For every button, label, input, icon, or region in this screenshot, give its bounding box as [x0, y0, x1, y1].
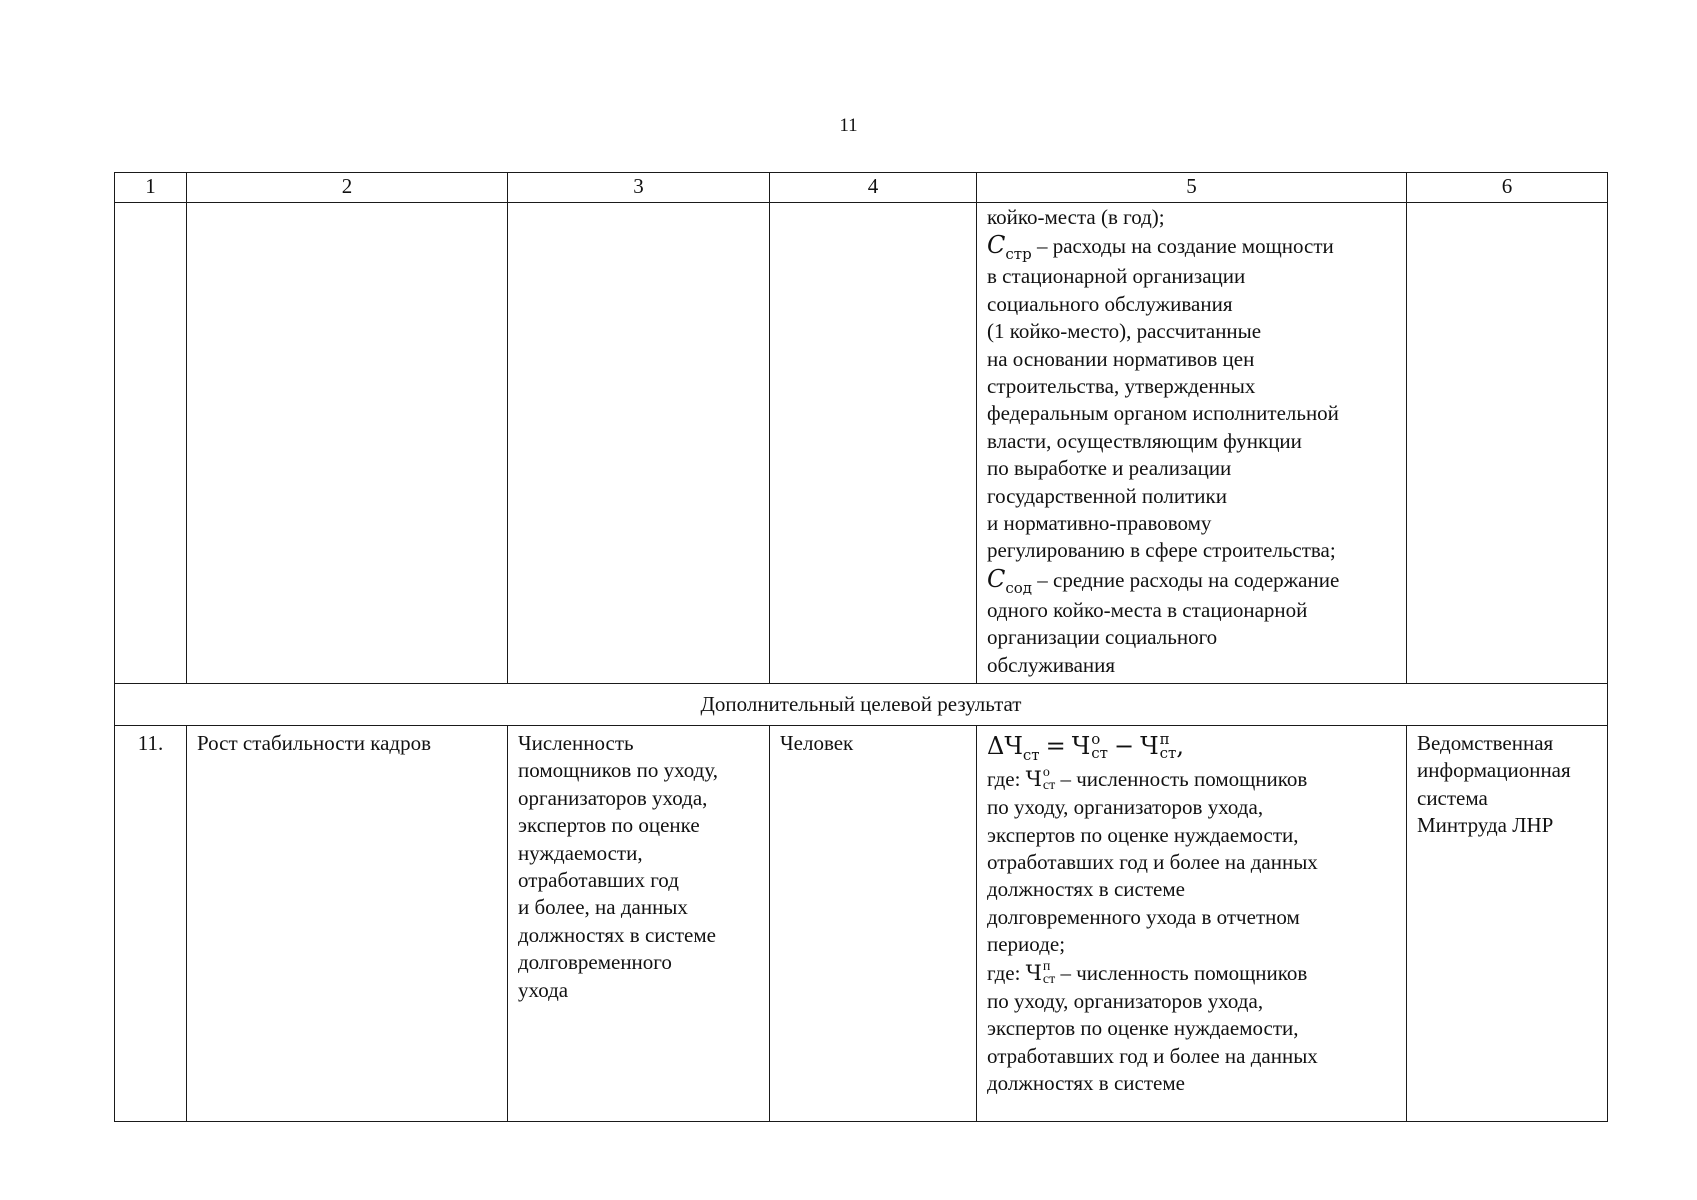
method-line: по уходу, организаторов ухода,	[987, 988, 1264, 1013]
def2-supsub	[1043, 960, 1055, 986]
method-line: в стационарной организации	[987, 264, 1246, 289]
c-str-subscript: стр	[1005, 245, 1032, 264]
table-header-row	[115, 173, 1608, 203]
method-line: должностях в системе	[987, 877, 1185, 902]
formula-sup-o: о	[1091, 729, 1101, 748]
cont-cell-indicator	[508, 203, 770, 684]
formula-supsub-p	[1159, 729, 1177, 762]
formula-equals: =	[1045, 732, 1066, 760]
formula-ch-p: Ч	[1140, 732, 1159, 760]
def1-sub: ст	[1042, 778, 1056, 794]
formula-tail: ,	[1176, 732, 1184, 760]
def1-sup: о	[1042, 765, 1050, 781]
c-sod-text: – средние расходы на содержание	[1032, 567, 1340, 592]
formula-ch: Ч	[1004, 732, 1023, 760]
def1-text: – численность помощников	[1055, 767, 1308, 791]
def1-supsub	[1043, 766, 1055, 792]
formula-delta: Δ	[987, 732, 1005, 760]
method-line: экспертов по оценке нуждаемости,	[987, 1016, 1299, 1041]
method-line: по выработке и реализации	[987, 456, 1232, 481]
def2-ch: Ч	[1025, 960, 1042, 985]
method-line: (1 койко-место), рассчитанные	[987, 319, 1262, 344]
source-line: информационная	[1417, 758, 1571, 783]
indicator-line: помощников по уходу,	[518, 758, 718, 783]
indicator-table	[114, 172, 1608, 1122]
row-number: 11.	[115, 726, 187, 1122]
indicator-line: отработавших год	[518, 868, 679, 893]
row-indicator	[508, 726, 770, 1122]
def2-sup: п	[1042, 958, 1051, 974]
method-line: обслуживания	[987, 652, 1116, 677]
section-title: Дополнительный целевой результат	[115, 684, 1608, 726]
indicator-line: нуждаемости,	[518, 840, 643, 865]
cont-cell-method	[977, 203, 1407, 684]
method-line: государственной политики	[987, 483, 1227, 508]
formula-sub-o: ст	[1091, 743, 1108, 762]
formula-minus: −	[1113, 732, 1135, 760]
formula-sub-p: ст	[1159, 743, 1177, 762]
method-line: отработавших год и более на данных	[987, 1043, 1318, 1068]
indicator-line: долговременного	[518, 950, 672, 975]
method-line: отработавших год и более на данных	[987, 850, 1318, 874]
method-line: долговременного ухода в отчетном	[987, 904, 1300, 929]
method-line: строительства, утвержденных	[987, 374, 1256, 399]
cont-cell-source	[1407, 203, 1608, 684]
header-cell-2: 2	[187, 173, 508, 203]
c-str-symbol: C	[987, 231, 1006, 260]
def1-ch: Ч	[1025, 767, 1042, 791]
method-line: власти, осуществляющим функции	[987, 428, 1302, 453]
indicator-line: экспертов по оценке	[518, 813, 700, 838]
source-line: Ведомственная	[1417, 731, 1554, 755]
def1-prefix: где:	[987, 767, 1026, 791]
method-line: на основании нормативов цен	[987, 346, 1255, 371]
row-name: Рост стабильности кадров	[187, 726, 508, 1122]
header-cell-1: 1	[115, 173, 187, 203]
def2-text: – численность помощников	[1055, 960, 1308, 985]
indicator-line: должностях в системе	[518, 922, 716, 947]
row-source	[1407, 726, 1608, 1122]
method-line: организации социального	[987, 625, 1218, 650]
table-row	[115, 726, 1608, 1122]
header-cell-5: 5	[977, 173, 1407, 203]
method-line: должностях в системе	[987, 1071, 1185, 1096]
indicator-line: ухода	[518, 977, 569, 1002]
method-line: по уходу, организаторов ухода,	[987, 795, 1264, 820]
definition-ch-p	[987, 959, 1396, 988]
source-line: Минтруда ЛНР	[1417, 813, 1554, 838]
cont-cell-unit	[770, 203, 977, 684]
c-sod-symbol: C	[987, 564, 1006, 593]
formula-ch-o: Ч	[1071, 732, 1091, 760]
c-sod-subscript: сод	[1005, 578, 1033, 597]
c-str-definition	[987, 231, 1396, 263]
page-number: 11	[839, 115, 858, 136]
method-line: и нормативно-правовому	[987, 511, 1212, 536]
method-line: регулированию в сфере строительства;	[987, 538, 1336, 563]
row-unit: Человек	[770, 726, 977, 1122]
header-cell-6: 6	[1407, 173, 1608, 203]
indicator-line: и более, на данных	[518, 895, 688, 920]
method-line: койко-места (в год);	[987, 205, 1165, 229]
section-row	[115, 684, 1608, 726]
c-sod-definition	[987, 565, 1396, 597]
method-line: экспертов по оценке нуждаемости,	[987, 822, 1299, 847]
continuation-row	[115, 203, 1608, 684]
header-cell-3: 3	[508, 173, 770, 203]
main-formula	[987, 730, 1396, 765]
indicator-line: организаторов ухода,	[518, 785, 708, 810]
source-line: система	[1417, 785, 1488, 810]
method-line: федеральным органом исполнительной	[987, 401, 1339, 426]
method-line: одного койко-места в стационарной	[987, 597, 1308, 622]
definition-ch-o	[987, 765, 1396, 794]
indicator-line: Численность	[518, 731, 634, 755]
cont-cell-number	[115, 203, 187, 684]
def2-sub: ст	[1042, 971, 1056, 987]
method-line: социального обслуживания	[987, 291, 1233, 316]
def2-prefix: где:	[987, 960, 1026, 985]
formula-supsub-o	[1091, 729, 1108, 762]
method-line: периоде;	[987, 932, 1066, 957]
cont-cell-name	[187, 203, 508, 684]
c-str-text: – расходы на создание мощности	[1031, 234, 1334, 259]
row-method	[977, 726, 1407, 1122]
formula-sub: ст	[1022, 746, 1040, 764]
formula-sup-p: п	[1159, 729, 1170, 748]
header-cell-4: 4	[770, 173, 977, 203]
